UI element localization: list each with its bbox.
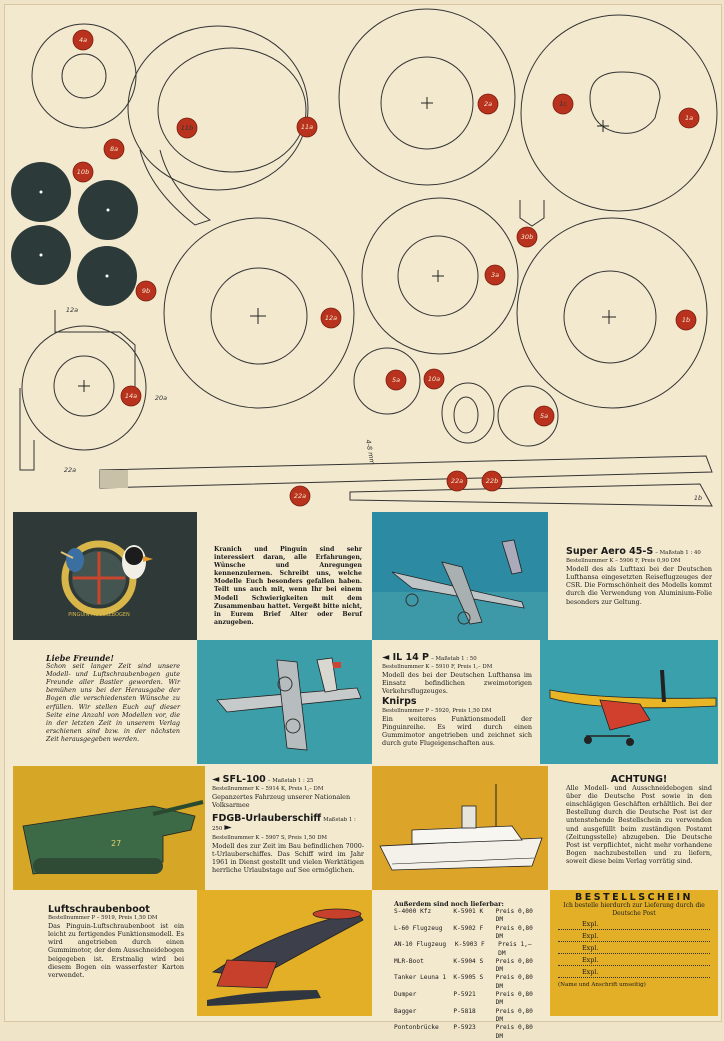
part-11b-outer [128,26,308,190]
item-price: Preis 0,80 DM [495,991,533,1007]
item-number: P-5923 [453,1024,476,1032]
part-11b-tail [140,150,210,225]
part-10a-inner [454,397,478,433]
part-label: 4a [78,36,88,44]
item-number: K-5901 K [453,908,484,916]
item-name: MLR-Boot [394,957,424,965]
expl-line[interactable]: Expl. [558,942,710,954]
intro-text: Kranich und Pinguin sind sehr interessiert daran, alle Erfahrungen, Wünsche und Anregungen kennenzulernen. Schreibt uns, welche Modelle Euch besonders gefallen haben. Teilt uns auch mit, wenn Ihr bei einem Modell Schwierigkeiten mit dem Zusammenbau hattet. Vergeßt bitte nicht, in Eurem Brief Alter oder Beruf anzugeben. [214,546,362,626]
expl-line[interactable]: Expl. [558,918,710,930]
item-name: Bagger [394,1007,417,1015]
item-price: Preis 1,– DM [498,941,532,957]
pinguin-logo [13,512,197,640]
item-number: K-5904 S [453,957,484,965]
lieferbar-row [394,908,542,925]
item-price: Preis 0,80 DM [495,1007,533,1023]
lieferbar-table [394,908,542,1041]
il14-image [197,640,372,764]
part-label: 10b [76,168,90,176]
item-price: Preis 0,80 DM [495,924,533,940]
part-label: 1a [684,114,694,122]
item-price: Preis 0,80 DM [495,957,533,974]
part-label: 11a [300,123,314,131]
item-name: AN-10 Flugzeug [394,941,447,949]
part-label: 5a [539,412,549,420]
strip-glue-area [100,470,128,488]
liebe-text: Liebe Freunde! Schon seit langer Zeit sind unsere Modell- und Luftschraubenbogen gute Freunde aller Bastler geworden. Wir bemühen uns bei der Herausgabe der Bogen die verschiedensten Wünsche zu erfüllen. Wir stellen Euch auf dieser Seite eine Anzahl von Modellen vor, die in der letzten Zeit in unserem Verlag erschienen sind bzw. in der nächsten Zeit herausgegeben werden. [46,653,180,743]
item-number: K-5902 F [453,924,484,932]
lieferbar-row [394,974,542,991]
part-label: 1b [693,494,703,502]
part-label: 22a [293,492,307,500]
sfl-image [13,766,205,890]
part-label: 14a [124,392,138,400]
part-label: 22a [450,477,464,485]
strip-1 [100,456,712,488]
item-number: K-5903 F [454,941,485,949]
item-name: S-4000 Kfz [394,908,432,916]
part-label: 1b [681,316,691,324]
part-label: 2a [483,100,493,108]
knirps-image [540,640,718,764]
part-label: 8a [109,145,119,153]
item-price: Preis 0,80 DM [495,908,533,924]
part-label: 10a [427,375,441,383]
super-aero-text: Super Aero 45-S – Maßstab 1 : 40 Bestellnummer K – 5906 F, Preis 0,90 DM Modell des als Lufttaxi bei der Deutschen Lufthansa eingesetzten Reiseflugzeuges der CSR. Die Formschönheit des Modells kommt durch die Verwendung von Aluminium-Folie besonders zur Geltung. [566,546,712,606]
strip-2 [350,484,712,506]
expl-line[interactable]: Expl. [558,966,710,978]
expl-line[interactable]: Expl. [558,954,710,966]
part-label: 1c [559,100,567,108]
part-label: 20a [154,394,168,402]
part-14a-tab [55,310,135,388]
part-label: 5a [391,376,401,384]
luftschraubenboot-image [197,890,372,1016]
part-label: 22a [63,466,77,474]
expl-line[interactable]: Expl. [558,930,710,942]
item-name: Tanker Leuna 1 [394,974,447,982]
part-label: 9b [141,287,151,295]
svg-text:27: 27 [111,839,122,848]
part-label: 30b [520,233,534,241]
lieferbar-row [394,1008,542,1025]
item-name: Pontonbrücke [394,1024,439,1032]
part-22a-tab [20,388,34,470]
part-label: 12a [65,306,79,314]
part-label: 12a [324,314,338,322]
part-label: 22b [485,477,499,485]
item-price: Preis 0,80 DM [495,1024,533,1040]
lieferbar-row [394,941,542,958]
part-label: 3a [490,271,500,279]
bestellschein: BESTELLSCHEIN Ich bestelle hierdurch zur Lieferung durch die Deutsche Post Expl. Expl. Expl. Expl. Expl. (Name und Anschrift umseitig) [550,890,718,1016]
cutout-template [0,0,724,512]
sfl-fdgb-text: ◄ SFL-100 – Maßstab 1 : 25 Bestellnummer K – 5914 K, Preis 1,– DM Gepanzertes Fahrzeug unserer Nationalen Volksarmee FDGB-Urlauberschiff Maßstab 1 : 250 ► Bestellnummer K – 5907 S, Preis 1,50 DM Modell des zur Zeit im Bau befindlichen 7000-t-Urlauberschiffes. Das Schiff wird im Jahr 1961 in Dienst gestellt und vielen Werktätigen herrliche Urlaubstage auf See ermöglichen. [212,774,364,874]
part-1c-inner [590,72,660,133]
item-name: L-60 Flugzeug [394,924,443,932]
rotated-mm-label: 4-8 mm [364,438,377,466]
part-label: 11b [180,124,194,132]
item-number: P-5921 [453,991,476,999]
logo-panel [13,512,197,640]
part-10a-ring [442,383,494,443]
lieferbar-row [394,991,542,1008]
lieferbar-row [394,1024,542,1041]
il14-knirps-text: ◄ IL 14 P – Maßstab 1 : 50 Bestellnummer K – 5910 F, Preis 1,– DM Modell des bei der Deutschen Lufthansa im Einsatz befindlichen zweimotorigen Verkehrsflugzeuges. Knirps Bestellnummer P – 5920, Preis 1,50 DM Ein weiteres Funktionsmodell der Pinguinreihe. Es wird durch einen Gummimotor angetrieben und zeichnet sich durch gute Flugeigenschaften aus. [382,652,532,747]
svg-text:PINGUIN MODELLBOGEN: PINGUIN MODELLBOGEN [68,612,130,618]
part-11b-inner [158,48,306,172]
lieferbar-row [394,925,542,942]
strip-small [520,200,544,226]
part-4a-inner [62,54,106,98]
item-name: Dumper [394,991,417,999]
item-number: P-5818 [453,1007,476,1015]
luftschraubenboot-text: Luftschraubenboot Bestellnummer P – 5919, Preis 1,50 DM Das Pinguin-Luftschraubenboot ist ein leicht zu fertigendes Funktionsmodell. Es wird angetrieben durch einen Gummimotor, der dem Ausschneidebogen beigegeben ist. Erstmalig wird bei diesem Bogen ein wasserfester Karton verwendet. [48,904,184,979]
fdgb-image [372,766,548,890]
lieferbar-list: Außerdem sind noch lieferbar: S-4000 Kfz K-5901 K Preis 0,80 DM L-60 Flugzeug K-5902 F Preis 0,80 DM AN-10 Flugzeug K-5903 F Preis 1,– DM MLR-Boot K-5904 S Preis 0,80 DM Tanker Leuna 1 K-5905 S Preis 0,80 DM Dumper P-5921 Preis 0,80 DM Bagger P-5818 Preis 0,80 DM Pontonbrücke P-5923 Preis 0,80 DM [388,896,548,1016]
achtung-text: ACHTUNG! Alle Modell- und Ausschneidebogen sind über die Deutsche Post sowie in den einschlägigen Geschäften erhältlich. Bei der Bestellung durch die Deutsche Post ist der untenstehende Bestellschein zu verwenden und ausgefüllt beim zuständigen Postamt (Zeitungsstelle) abzugeben. Die Deutsche Post ist verpflichtet, nicht mehr vorhandene Bogen nachzubestellen und zu liefern, soweit diese beim Verlag vorrätig sind. [566,774,712,865]
super-aero-image [372,512,548,640]
item-price: Preis 0,80 DM [495,974,533,990]
item-number: K-5905 S [453,974,484,982]
lieferbar-row [394,958,542,975]
